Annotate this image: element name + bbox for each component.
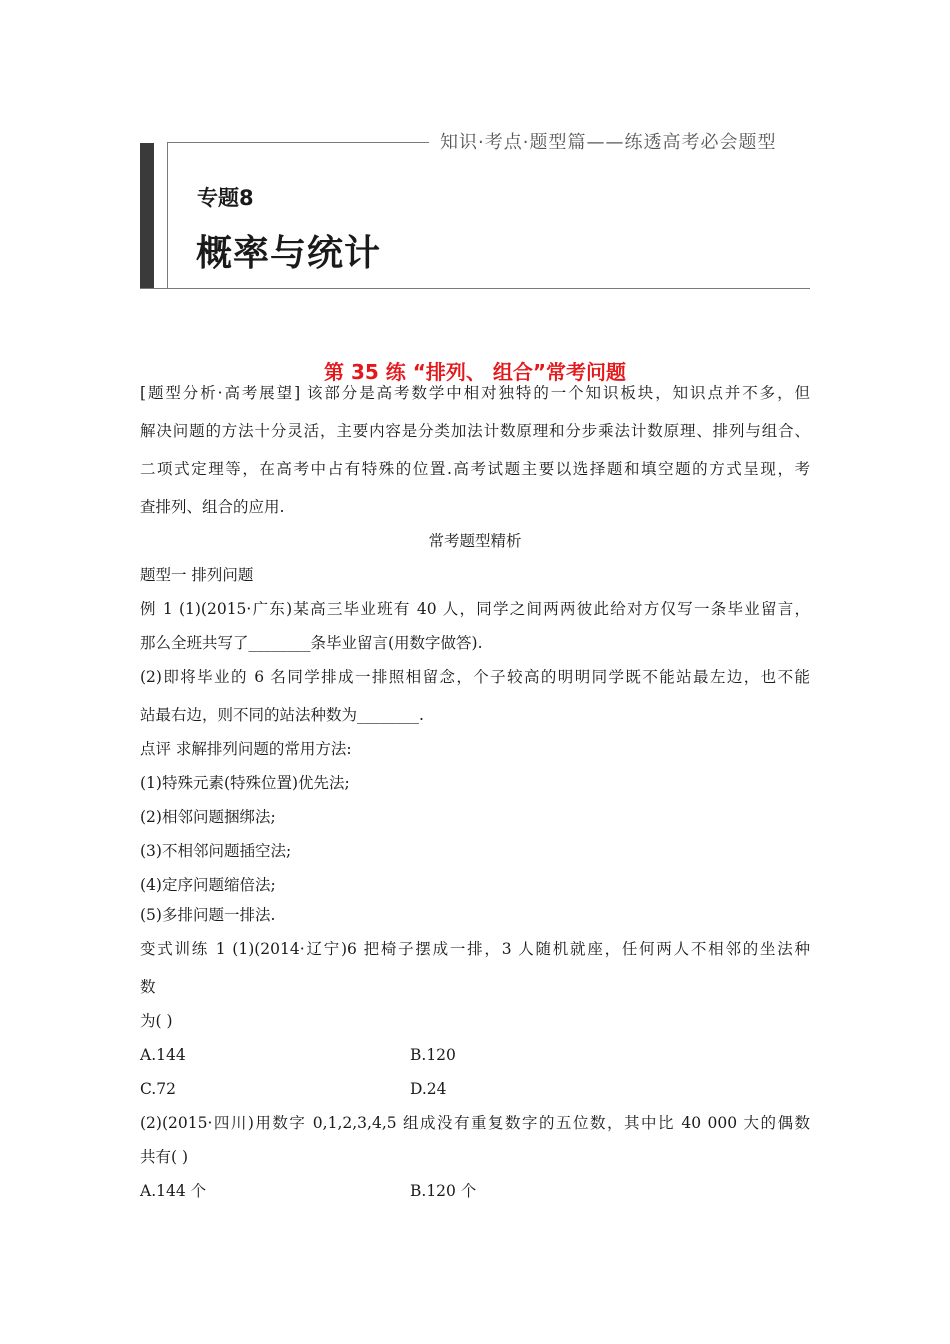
exercise-line: 数 <box>140 978 156 996</box>
banner-accent-bar <box>140 143 154 288</box>
banner-frame-left-rule <box>167 142 168 288</box>
series-header: 知识·考点·题型篇——练透高考必会题型 <box>440 132 777 153</box>
exercise-line: 共有( ) <box>140 1148 189 1166</box>
analysis-line: [题型分析·高考展望] 该部分是高考数学中相对独特的一个知识板块，知识点并不多，但 <box>140 384 810 402</box>
type-heading: 题型一 排列问题 <box>140 566 254 584</box>
option-a: A.144 个 <box>140 1182 207 1200</box>
method-item: (4)定序问题缩倍法; <box>140 876 276 894</box>
exercise-line: 为( ) <box>140 1012 173 1030</box>
analysis-line: 二项式定理等，在高考中占有特殊的位置.高考试题主要以选择题和填空题的方式呈现，考 <box>140 460 810 478</box>
example-line: 那么全班共写了________条毕业留言(用数字做答). <box>140 634 483 652</box>
method-item: (5)多排问题一排法. <box>140 906 276 924</box>
analysis-line: 查排列、组合的应用. <box>140 498 285 516</box>
option-b: B.120 <box>410 1046 456 1064</box>
banner-frame-top-rule <box>167 142 429 143</box>
banner-frame-bottom-rule <box>140 288 810 289</box>
example-line: 站最右边，则不同的站法种数为________. <box>140 706 424 724</box>
section-heading: 常考题型精析 <box>428 532 522 550</box>
example-line: 例 1 (1)(2015·广东)某高三毕业班有 40 人，同学之间两两彼此给对方仅写一条毕业留言， <box>140 600 810 618</box>
topic-number: 专题8 <box>197 186 254 210</box>
example-line: (2)即将毕业的 6 名同学排成一排照相留念，个子较高的明明同学既不能站最左边，也不能 <box>140 668 810 686</box>
exercise-line: (2)(2015·四川)用数字 0,1,2,3,4,5 组成没有重复数字的五位数，其中比 40 000 大的偶数 <box>140 1114 810 1132</box>
option-d: D.24 <box>410 1080 447 1098</box>
option-a: A.144 <box>140 1046 186 1064</box>
exercise-line: 变式训练 1 (1)(2014·辽宁)6 把椅子摆成一排，3 人随机就座，任何两人不相邻的坐法种 <box>140 940 810 958</box>
analysis-line: 解决问题的方法十分灵活，主要内容是分类加法计数原理和分步乘法计数原理、排列与组合、 <box>140 422 810 440</box>
option-b: B.120 个 <box>410 1182 477 1200</box>
topic-title: 概率与统计 <box>196 233 382 274</box>
option-c: C.72 <box>140 1080 176 1098</box>
comment-heading: 点评 求解排列问题的常用方法: <box>140 740 352 758</box>
lesson-title: 第 35 练 “排列、 组合”常考问题 <box>324 360 626 384</box>
method-item: (1)特殊元素(特殊位置)优先法; <box>140 774 350 792</box>
method-item: (2)相邻问题捆绑法; <box>140 808 276 826</box>
method-item: (3)不相邻问题插空法; <box>140 842 292 860</box>
